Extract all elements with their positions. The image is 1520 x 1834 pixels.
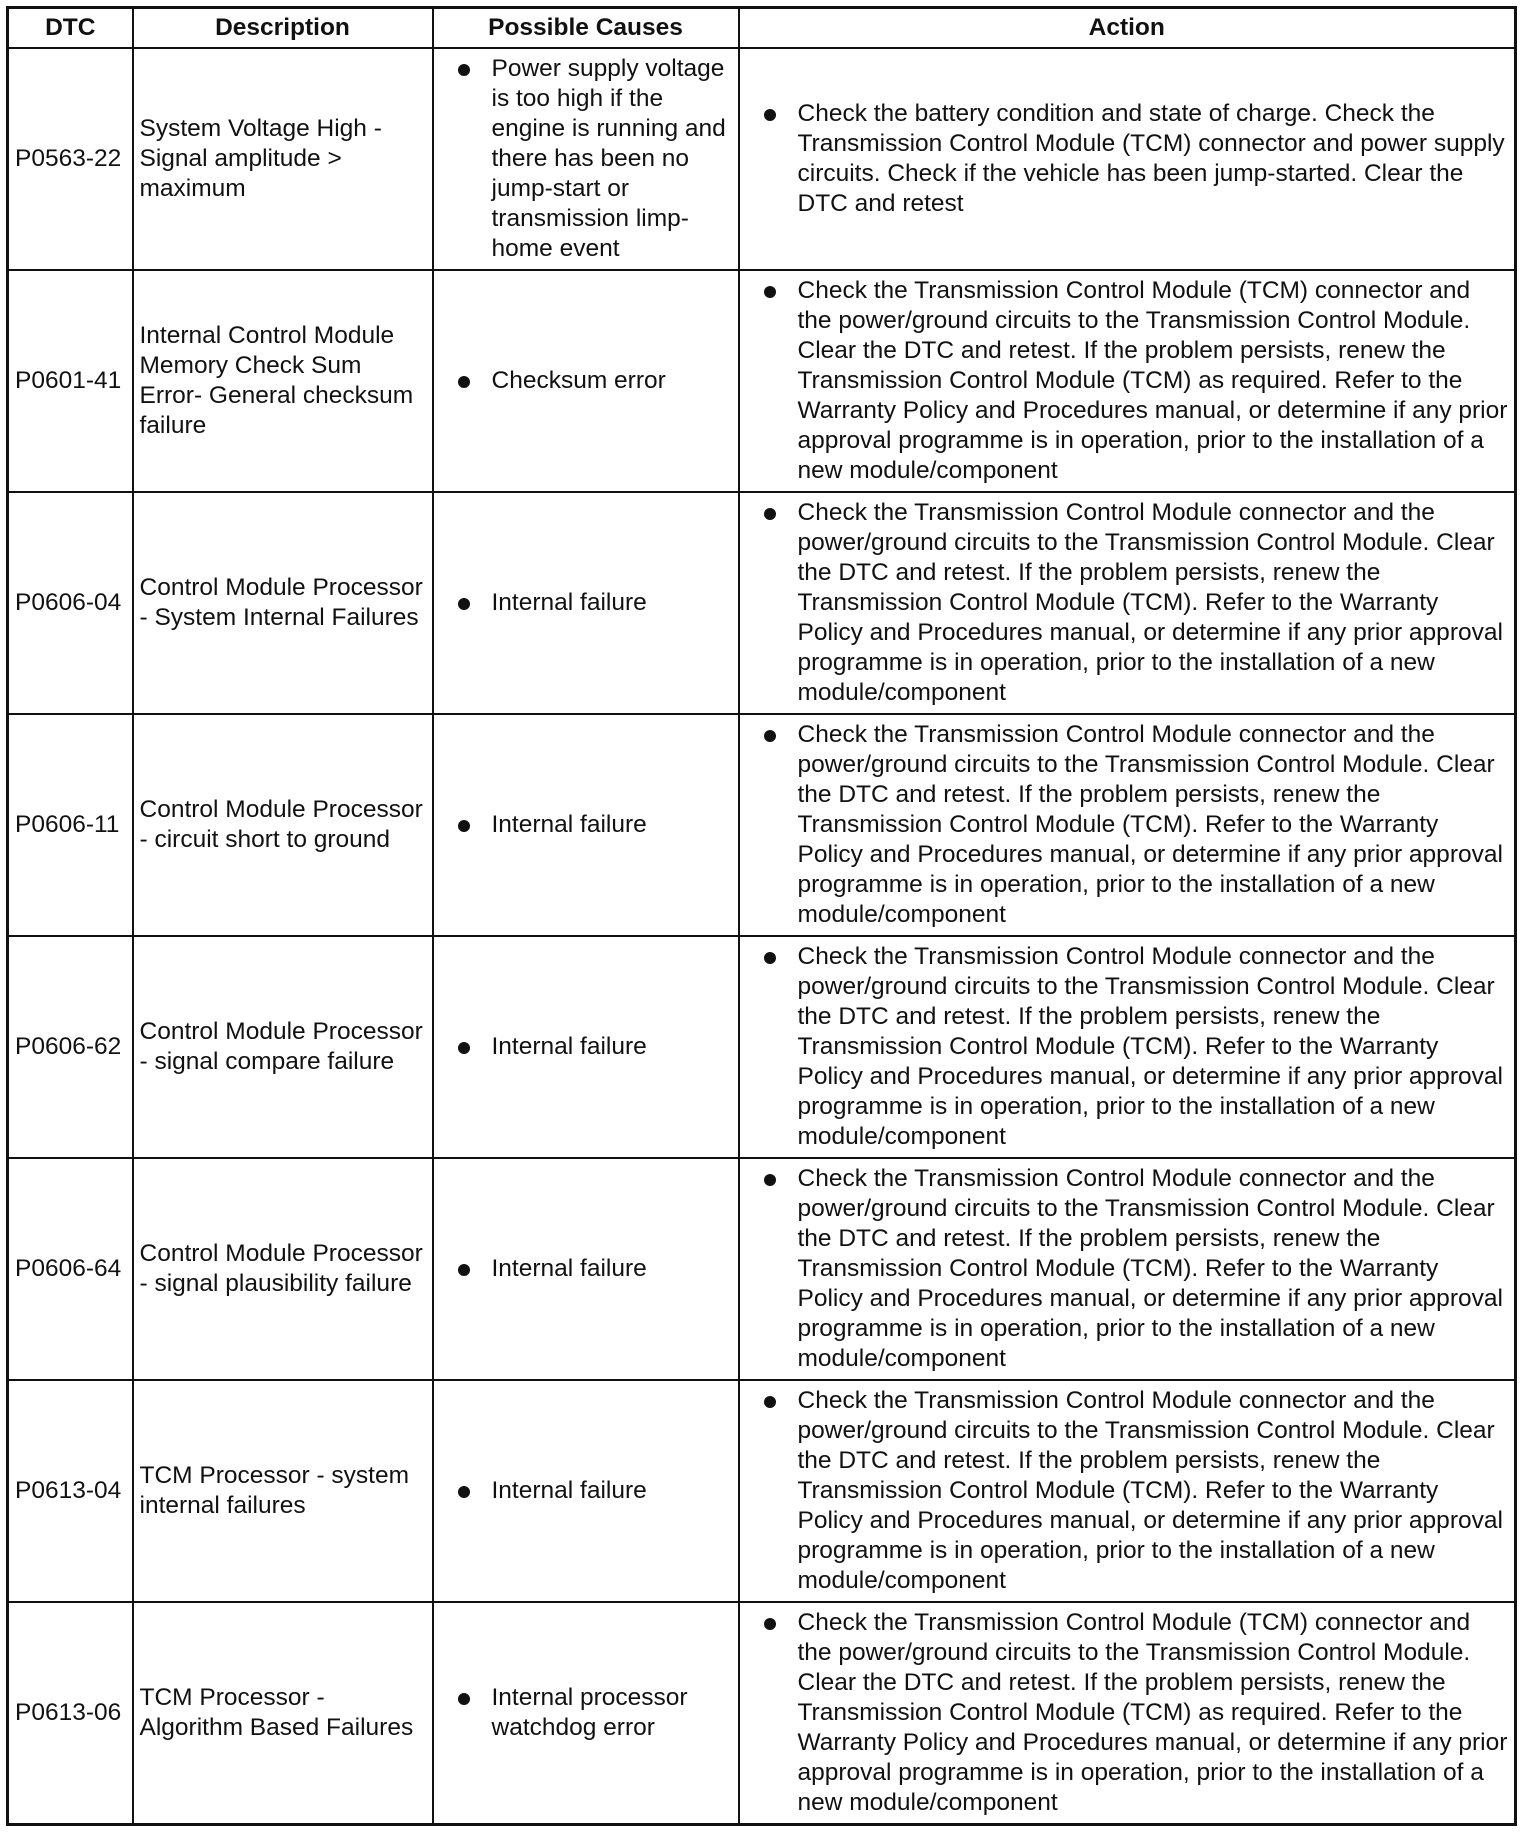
table-row	[8, 48, 1516, 270]
possible-cause-text: Power supply voltage is too high if the engine is running and there has been no jump-start or transmission limp-home event	[491, 55, 726, 262]
table-row	[8, 1602, 1516, 1825]
action-item	[746, 99, 1509, 219]
dtc-code: P0613-06	[8, 1602, 133, 1825]
possible-cause-item	[440, 366, 732, 396]
header-description: Description	[133, 8, 433, 49]
bullet-icon	[764, 952, 776, 964]
action-item	[746, 1608, 1509, 1818]
possible-cause-item	[440, 1254, 732, 1284]
bullet-icon	[764, 1174, 776, 1186]
action-cell	[739, 270, 1516, 492]
bullet-icon	[458, 376, 470, 388]
possible-cause-text: Internal failure	[491, 1255, 647, 1282]
possible-cause-text: Checksum error	[491, 367, 666, 394]
bullet-icon	[458, 1693, 470, 1705]
possible-cause-text: Internal failure	[491, 1477, 647, 1504]
action-text: Check the Transmission Control Module connector and the power/ground circuits to the Transmission Control Module. Clear the DTC and retest. If the problem persists, renew the Transmission Control Module (TCM). Refer to the Warranty Policy and Procedures manual, or determine if any prior approval programme is in operation, prior to the installation of a new module/component	[797, 499, 1503, 706]
action-text: Check the Transmission Control Module connector and the power/ground circuits to the Transmission Control Module. Clear the DTC and retest. If the problem persists, renew the Transmission Control Module (TCM). Refer to the Warranty Policy and Procedures manual, or determine if any prior approval programme is in operation, prior to the installation of a new module/component	[797, 1387, 1503, 1594]
possible-cause-item	[440, 588, 732, 618]
dtc-description: System Voltage High - Signal amplitude > maximum	[133, 48, 433, 270]
action-text: Check the Transmission Control Module (TCM) connector and the power/ground circuits to the Transmission Control Module. Clear the DTC and retest. If the problem persists, renew the Transmission Control Module (TCM) as required. Refer to the Warranty Policy and Procedures manual, or determine if any prior approval programme is in operation, prior to the installation of a new module/component	[797, 277, 1508, 484]
possible-cause-item	[440, 1683, 732, 1743]
bullet-icon	[764, 1618, 776, 1630]
action-item	[746, 498, 1509, 708]
dtc-description: Control Module Processor - System Internal Failures	[133, 492, 433, 714]
action-item	[746, 720, 1509, 930]
possible-cause-cell	[433, 1602, 739, 1825]
bullet-icon	[458, 64, 470, 76]
table-body	[8, 48, 1516, 1825]
possible-cause-cell	[433, 1158, 739, 1380]
action-item	[746, 942, 1509, 1152]
table-row	[8, 1380, 1516, 1602]
action-text: Check the Transmission Control Module connector and the power/ground circuits to the Transmission Control Module. Clear the DTC and retest. If the problem persists, renew the Transmission Control Module (TCM). Refer to the Warranty Policy and Procedures manual, or determine if any prior approval programme is in operation, prior to the installation of a new module/component	[797, 1165, 1503, 1372]
action-cell	[739, 936, 1516, 1158]
dtc-description: Control Module Processor - circuit short to ground	[133, 714, 433, 936]
bullet-icon	[764, 730, 776, 742]
bullet-icon	[458, 598, 470, 610]
dtc-description: Control Module Processor - signal compare failure	[133, 936, 433, 1158]
action-cell	[739, 1380, 1516, 1602]
possible-cause-cell	[433, 936, 739, 1158]
action-cell	[739, 492, 1516, 714]
header-possible-causes: Possible Causes	[433, 8, 739, 49]
possible-cause-item	[440, 54, 732, 264]
possible-cause-item	[440, 1476, 732, 1506]
dtc-code: P0606-64	[8, 1158, 133, 1380]
action-text: Check the Transmission Control Module connector and the power/ground circuits to the Transmission Control Module. Clear the DTC and retest. If the problem persists, renew the Transmission Control Module (TCM). Refer to the Warranty Policy and Procedures manual, or determine if any prior approval programme is in operation, prior to the installation of a new module/component	[797, 943, 1503, 1150]
possible-cause-cell	[433, 48, 739, 270]
dtc-code: P0601-41	[8, 270, 133, 492]
possible-cause-item	[440, 1032, 732, 1062]
dtc-description: Internal Control Module Memory Check Sum Error- General checksum failure	[133, 270, 433, 492]
header-action: Action	[739, 8, 1516, 49]
dtc-code: P0613-04	[8, 1380, 133, 1602]
header-dtc: DTC	[8, 8, 133, 49]
bullet-icon	[458, 1042, 470, 1054]
action-text: Check the Transmission Control Module (TCM) connector and the power/ground circuits to the Transmission Control Module. Clear the DTC and retest. If the problem persists, renew the Transmission Control Module (TCM) as required. Refer to the Warranty Policy and Procedures manual, or determine if any prior approval programme is in operation, prior to the installation of a new module/component	[797, 1609, 1508, 1816]
dtc-code: P0563-22	[8, 48, 133, 270]
possible-cause-cell	[433, 714, 739, 936]
table-row	[8, 492, 1516, 714]
dtc-description: TCM Processor - system internal failures	[133, 1380, 433, 1602]
dtc-code: P0606-62	[8, 936, 133, 1158]
action-text: Check the Transmission Control Module connector and the power/ground circuits to the Transmission Control Module. Clear the DTC and retest. If the problem persists, renew the Transmission Control Module (TCM). Refer to the Warranty Policy and Procedures manual, or determine if any prior approval programme is in operation, prior to the installation of a new module/component	[797, 721, 1503, 928]
bullet-icon	[458, 820, 470, 832]
table-row	[8, 936, 1516, 1158]
dtc-table	[6, 6, 1517, 1826]
possible-cause-text: Internal failure	[491, 589, 647, 616]
bullet-icon	[764, 109, 776, 121]
action-item	[746, 1386, 1509, 1596]
action-item	[746, 276, 1509, 486]
possible-cause-text: Internal failure	[491, 1033, 647, 1060]
possible-cause-cell	[433, 492, 739, 714]
dtc-code: P0606-11	[8, 714, 133, 936]
bullet-icon	[764, 508, 776, 520]
bullet-icon	[458, 1264, 470, 1276]
possible-cause-item	[440, 810, 732, 840]
dtc-code: P0606-04	[8, 492, 133, 714]
table-header-row	[8, 8, 1516, 49]
bullet-icon	[764, 1396, 776, 1408]
possible-cause-cell	[433, 270, 739, 492]
action-cell	[739, 714, 1516, 936]
table-row	[8, 270, 1516, 492]
dtc-description: TCM Processor - Algorithm Based Failures	[133, 1602, 433, 1825]
table-row	[8, 714, 1516, 936]
action-cell	[739, 1158, 1516, 1380]
possible-cause-text: Internal failure	[491, 811, 647, 838]
possible-cause-text: Internal processor watchdog error	[491, 1684, 688, 1741]
action-cell	[739, 48, 1516, 270]
bullet-icon	[764, 286, 776, 298]
action-item	[746, 1164, 1509, 1374]
bullet-icon	[458, 1486, 470, 1498]
possible-cause-cell	[433, 1380, 739, 1602]
table-row	[8, 1158, 1516, 1380]
dtc-description: Control Module Processor - signal plausibility failure	[133, 1158, 433, 1380]
action-cell	[739, 1602, 1516, 1825]
action-text: Check the battery condition and state of charge. Check the Transmission Control Module (TCM) connector and power supply circuits. Check if the vehicle has been jump-started. Clear the DTC and retest	[797, 100, 1505, 217]
